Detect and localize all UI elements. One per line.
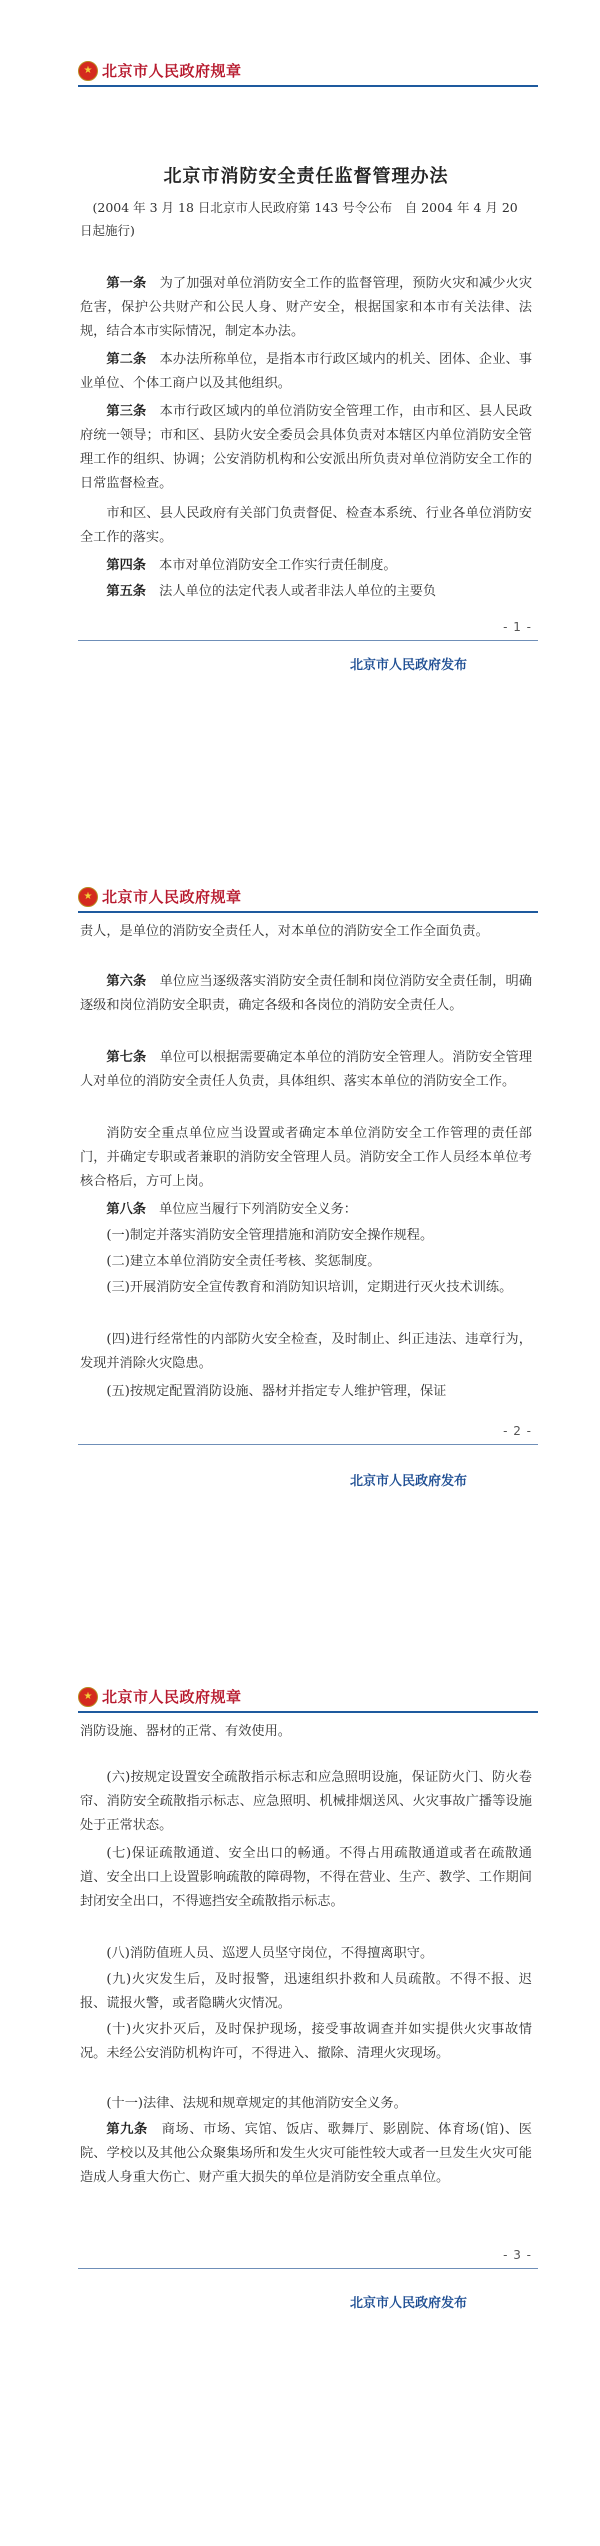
- national-emblem-icon: ★: [78, 61, 98, 81]
- article-4: 第四条 本市对单位消防安全工作实行责任制度。: [106, 558, 397, 573]
- article-label: 第三条: [106, 404, 147, 419]
- header-rule: [78, 1711, 538, 1713]
- paragraph: 市和区、县人民政府有关部门负责督促、检查本系统、行业各单位消防安全工作的落实。: [80, 506, 532, 545]
- list-item: (九)火灾发生后，及时报警，迅速组织扑救和人员疏散。不得不报、迟报、谎报火警，或者隐瞒火灾情况。: [80, 1972, 532, 2011]
- list-item: (八)消防值班人员、巡逻人员坚守岗位，不得擅离职守。: [106, 1946, 434, 1961]
- article-9: 第九条 商场、市场、宾馆、饭店、歌舞厅、影剧院、体育场(馆)、医院、学校以及其他公众聚集场所和发生火灾可能性较大或者一旦发生火灾可能造成人身重大伤亡、财产重大损失的单位是消防安全重点单位。: [80, 2122, 532, 2185]
- article-7: 第七条 单位可以根据需要确定本单位的消防安全管理人。消防安全管理人对单位的消防安全责任人负责，具体组织、落实本单位的消防安全工作。: [80, 1050, 533, 1089]
- list-item: (一)制定并落实消防安全管理措施和消防安全操作规程。: [106, 1228, 434, 1243]
- page-header: [78, 58, 538, 84]
- header-title: 北京市人民政府规章: [102, 62, 242, 80]
- footer-rule: [78, 1444, 538, 1445]
- list-item: (四)进行经常性的内部防火安全检查，及时制止、纠正违法、违章行为，发现并消除火灾隐患。: [80, 1332, 532, 1371]
- list-item: (七)保证疏散通道、安全出口的畅通。不得占用疏散通道或者在疏散通道、安全出口上设置影响疏散的障碍物，不得在营业、生产、教学、工作期间封闭安全出口，不得遮挡安全疏散指示标志。: [80, 1846, 532, 1909]
- footer-text: 北京市人民政府发布: [350, 658, 468, 673]
- footer-rule: [78, 640, 538, 641]
- article-1: 第一条 为了加强对单位消防安全工作的监督管理，预防火灾和减少火灾危害，保护公共财产和公民人身、财产安全，根据国家和本市有关法律、法规，结合本市实际情况，制定本办法。: [80, 276, 533, 339]
- footer-text: 北京市人民政府发布: [350, 1474, 468, 1489]
- article-label: 第五条: [106, 584, 146, 599]
- list-item: (十一)法律、法规和规章规定的其他消防安全义务。: [106, 2096, 407, 2111]
- page-header: [78, 1684, 538, 1710]
- national-emblem-icon: ★: [78, 1687, 98, 1707]
- article-8: 第八条 单位应当履行下列消防安全义务：: [106, 1202, 357, 1217]
- national-emblem-icon: ★: [78, 887, 98, 907]
- paragraph: 消防安全重点单位应当设置或者确定本单位消防安全工作管理的责任部门，并确定专职或者兼职的消防安全管理人员。消防安全工作人员经本单位考核合格后，方可上岗。: [80, 1126, 532, 1189]
- list-item: (五)按规定配置消防设施、器材并指定专人维护管理，保证: [106, 1384, 447, 1399]
- list-item: (二)建立本单位消防安全责任考核、奖惩制度。: [106, 1254, 381, 1269]
- footer-text: 北京市人民政府发布: [350, 2296, 468, 2311]
- list-item: (十)火灾扑灭后，及时保护现场，接受事故调查并如实提供火灾事故情况。未经公安消防机构许可，不得进入、撤除、清理火灾现场。: [80, 2022, 532, 2061]
- article-label: 第八条: [106, 1202, 146, 1217]
- paragraph: 消防设施、器材的正常、有效使用。: [80, 1724, 291, 1739]
- paragraph: 责人，是单位的消防安全责任人，对本单位的消防安全工作全面负责。: [80, 924, 489, 939]
- publish-info: (2004 年 3 月 18 日北京市人民政府第 143 号令公布 自 2004 年 4 月 20 日起施行): [80, 200, 518, 238]
- page-number: - 1 -: [503, 620, 532, 634]
- page-number: - 3 -: [503, 2248, 532, 2262]
- list-item: (六)按规定设置安全疏散指示标志和应急照明设施，保证防火门、防火卷帘、消防安全疏散指示标志、应急照明、机械排烟送风、火灾事故广播等设施处于正常状态。: [80, 1770, 532, 1833]
- footer-rule: [78, 2268, 538, 2269]
- article-6: 第六条 单位应当逐级落实消防安全责任制和岗位消防安全责任制，明确逐级和岗位消防安全职责，确定各级和各岗位的消防安全责任人。: [80, 974, 533, 1013]
- article-3: 第三条 本市行政区域内的单位消防安全管理工作，由市和区、县人民政府统一领导；市和区、县防火安全委员会具体负责对本辖区内单位消防安全管理工作的组织、协调；公安消防机构和公安派出所负责对单位消防安全工作的日常监督检查。: [80, 404, 533, 491]
- header-title: 北京市人民政府规章: [102, 1688, 242, 1706]
- header-title: 北京市人民政府规章: [102, 888, 242, 906]
- article-5: 第五条 法人单位的法定代表人或者非法人单位的主要负: [106, 584, 437, 599]
- article-label: 第七条: [106, 1050, 147, 1065]
- header-rule: [78, 85, 538, 87]
- article-label: 第二条: [106, 352, 147, 367]
- article-label: 第四条: [106, 558, 146, 573]
- article-label: 第九条: [106, 2122, 148, 2137]
- article-2: 第二条 本办法所称单位，是指本市行政区域内的机关、团体、企业、事业单位、个体工商户以及其他组织。: [80, 352, 533, 391]
- page-number: - 2 -: [503, 1424, 532, 1438]
- article-label: 第六条: [106, 974, 147, 989]
- list-item: (三)开展消防安全宣传教育和消防知识培训，定期进行灭火技术训练。: [106, 1280, 513, 1295]
- page-1: [0, 0, 600, 790]
- header-rule: [78, 911, 538, 913]
- page-header: [78, 884, 538, 910]
- article-label: 第一条: [106, 276, 147, 291]
- document-title: 北京市消防安全责任监督管理办法: [163, 166, 449, 187]
